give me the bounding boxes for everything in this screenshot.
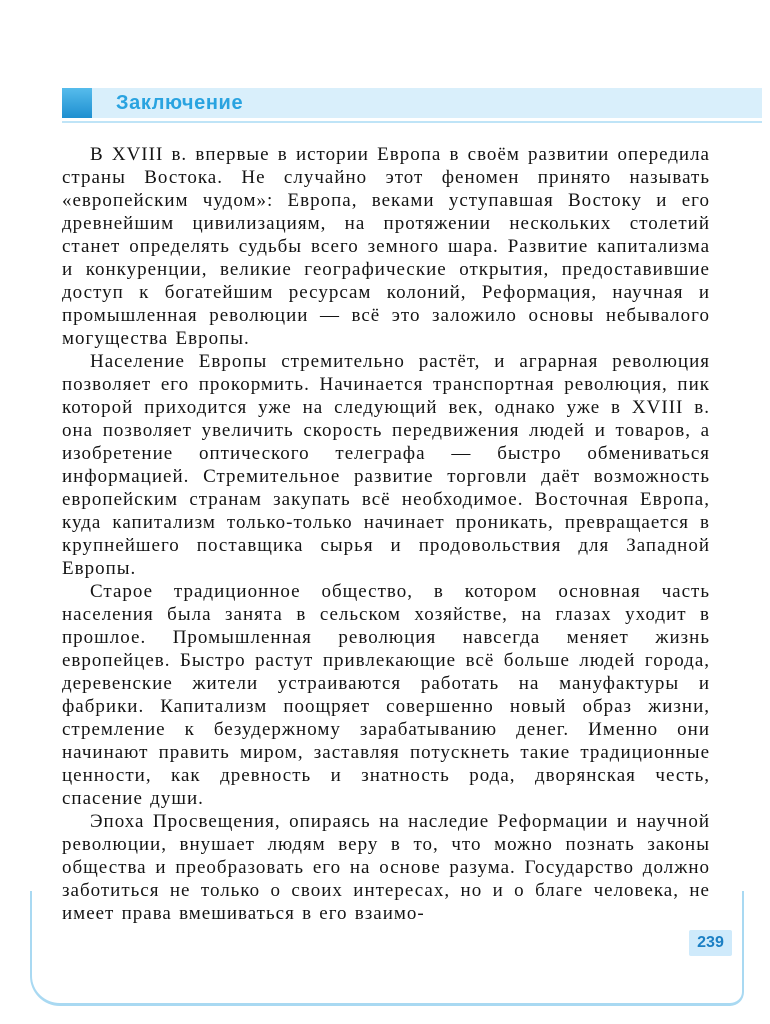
header-accent-block bbox=[62, 88, 92, 118]
page-number-badge bbox=[689, 930, 732, 956]
header-bar bbox=[92, 88, 762, 118]
paragraph: В XVIII в. впервые в истории Европа в своём развитии опередила страны Востока. Не случайно этот феномен принято называть «европейским чудом»: Европа, веками уступавшая Востоку и его древнейшим цивилизациям, на протяжении нескольких столетий станет определять судьбы всего земного шара. Развитие капитализма и конкуренции, великие географические открытия, предоставившие доступ к богатейшим ресурсам колоний, Реформация, научная и промышленная революции — всё это заложило основы небывалого могущества Европы. bbox=[62, 144, 710, 349]
paragraph: Старое традиционное общество, в котором основная часть населения была занята в сельском хозяйстве, на глазах уходит в прошлое. Промышленная революция навсегда меняет жизнь европейцев. Быстро растут привлекающие всё больше людей города, деревенские жители устраиваются работать на мануфактуры и фабрики. Капитализм поощряет совершенно новый образ жизни, стремление к безудержному зарабатыванию денег. Именно они начинают править миром, заставляя потускнеть такие традиционные ценности, как древность и знатность рода, дворянская честь, спасение души. bbox=[62, 581, 710, 809]
page-number: 239 bbox=[697, 934, 724, 951]
paragraph: Население Европы стремительно растёт, и аграрная революция позволяет его прокормить. Начинается транспортная революция, пик которой приходится уже на следующий век, однако уже в XVIII в. она позволяет увеличить скорость передвижения людей и товаров, а изобретение оптического телеграфа — быстро обмениваться информацией. Стремительное развитие торговли даёт возможность европейским странам закупать всё необходимое. Восточная Европа, куда капитализм только-только начинает проникать, превращается в крупнейшего поставщика сырья и продовольствия для Западной Европы. bbox=[62, 351, 710, 579]
header-underline bbox=[62, 121, 762, 123]
chapter-header bbox=[62, 88, 762, 118]
paragraph: Эпоха Просвещения, опираясь на наследие Реформации и научной революции, внушает людям веру в то, что можно познать законы общества и преобразовать его на основе разума. Государство должно заботиться не только о своих интересах, но и о благе человека, не имеет права вмешиваться в его взаимо- bbox=[62, 811, 710, 924]
section-title: Заключение bbox=[116, 91, 244, 114]
body-text bbox=[62, 143, 710, 925]
